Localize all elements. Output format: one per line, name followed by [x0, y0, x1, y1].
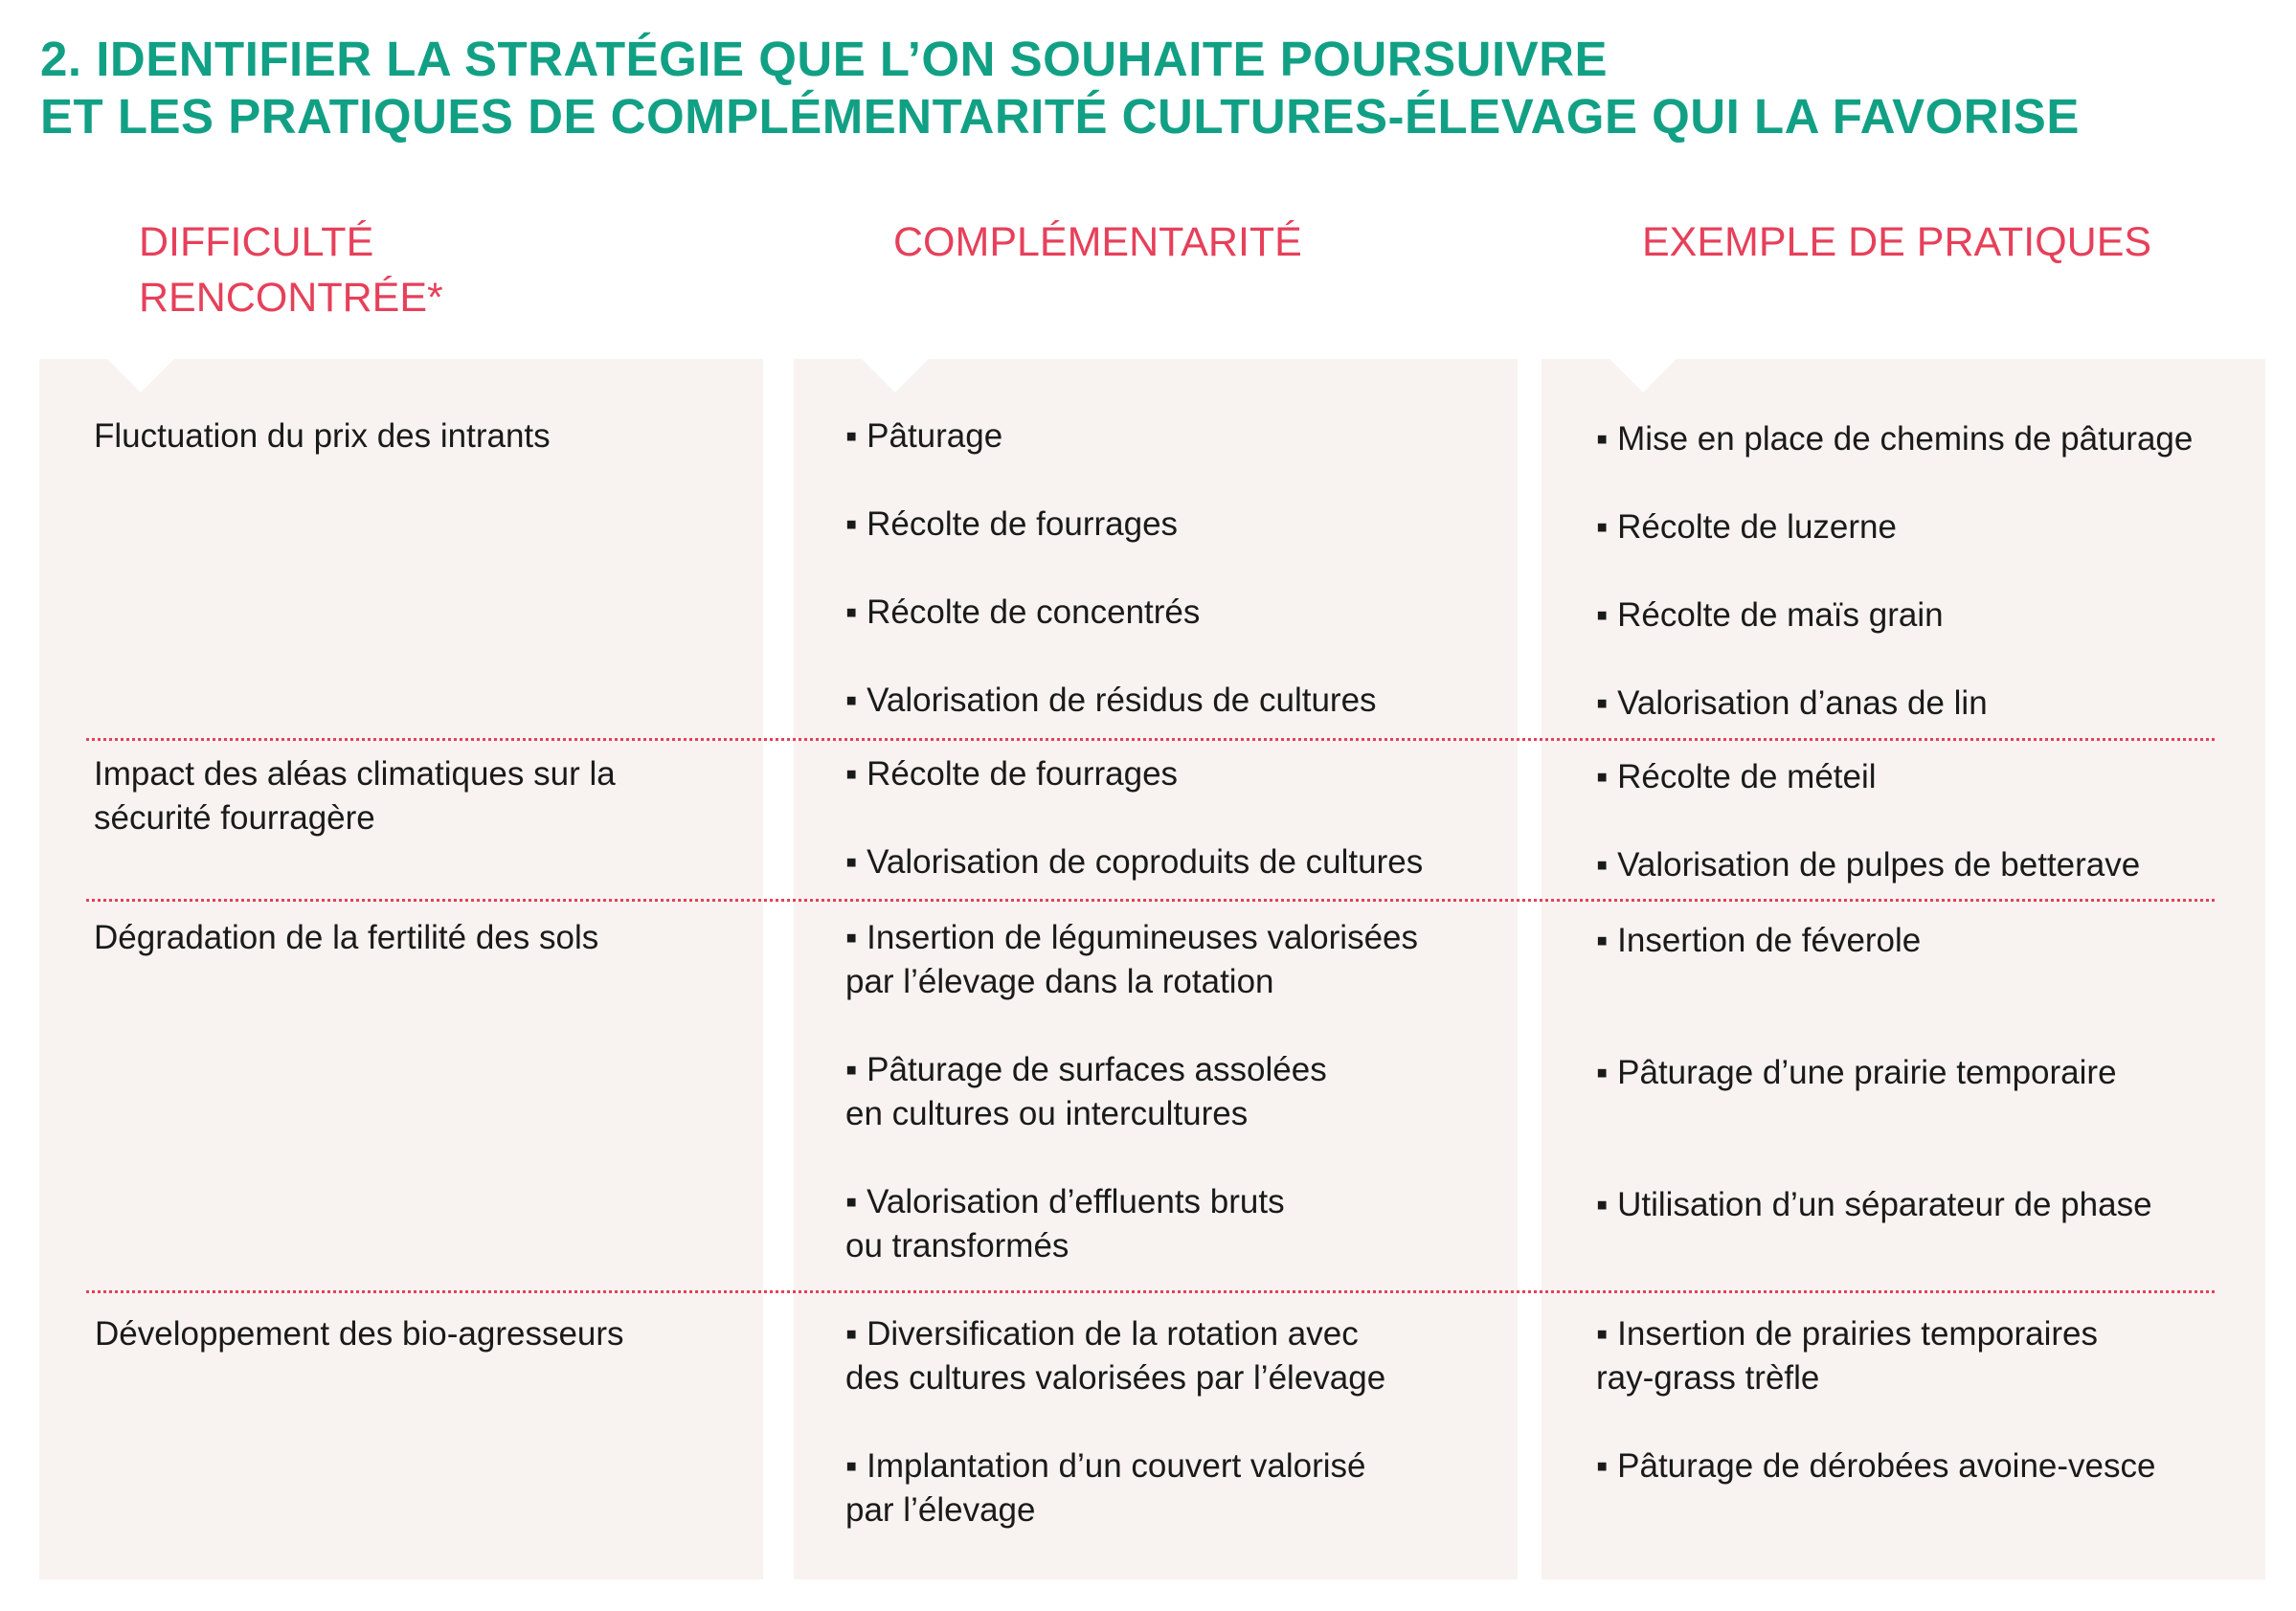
- row-separator-1: [86, 738, 2215, 741]
- row-1-complementarity-item-2: [845, 503, 1178, 547]
- row-1-practice-item-3: [1596, 593, 1944, 638]
- item-line: ▪ Valorisation de résidus de cultures: [845, 682, 1377, 719]
- row-3-complementarity-item-3: [845, 1180, 1285, 1268]
- item-line-2: en cultures ou intercultures: [845, 1095, 1249, 1132]
- row-4-complementarity-item-2: [845, 1444, 1366, 1533]
- row-2-difficulty-line-2: sécurité fourragère: [94, 799, 375, 837]
- item-line: ▪ Valorisation de pulpes de betterave: [1596, 846, 2141, 884]
- panel-complementarity-notch: [862, 359, 929, 392]
- item-line: ▪ Pâturage d’une prairie temporaire: [1596, 1054, 2117, 1091]
- item-line: ▪ Récolte de luzerne: [1596, 508, 1897, 546]
- item-line: ▪ Récolte de méteil: [1596, 758, 1877, 795]
- item-line: ▪ Mise en place de chemins de pâturage: [1596, 420, 2194, 458]
- row-3-complementarity-item-1: [845, 916, 1418, 1004]
- row-1-practice-item-1: [1596, 417, 2193, 461]
- item-line: ▪ Récolte de fourrages: [845, 505, 1179, 543]
- row-3-practice-item-2: [1596, 1051, 2117, 1095]
- item-line: ▪ Valorisation d’anas de lin: [1596, 684, 1988, 722]
- header-difficulty-line-1: DIFFICULTÉ: [139, 219, 374, 265]
- header-complementarity: COMPLÉMENTARITÉ: [893, 219, 1302, 265]
- item-line: ▪ Pâturage de dérobées avoine-vesce: [1596, 1447, 2156, 1485]
- panel-practices-notch: [1609, 359, 1677, 392]
- row-1-complementarity-item-1: [845, 414, 1002, 459]
- row-2-complementarity-item-1: [845, 752, 1178, 796]
- row-2-practice-item-1: [1596, 755, 1877, 799]
- item-line: ▪ Utilisation d’un séparateur de phase: [1596, 1186, 2152, 1223]
- item-line-2: ou transformés: [845, 1227, 1069, 1264]
- item-line: ▪ Récolte de fourrages: [845, 755, 1179, 793]
- item-line-2: par l’élevage: [845, 1491, 1036, 1529]
- row-2-complementarity-item-2: [845, 840, 1423, 884]
- item-line-2: ray-grass trèfle: [1596, 1359, 1820, 1397]
- row-1-complementarity-item-4: [845, 679, 1377, 723]
- row-3-difficulty-line: Dégradation de la fertilité des sols: [94, 919, 599, 956]
- row-4-difficulty: [95, 1312, 624, 1356]
- panel-difficulty-notch: [107, 359, 174, 392]
- item-line-1: ▪ Diversification de la rotation avec: [845, 1315, 1359, 1353]
- item-line: ▪ Valorisation de coproduits de cultures: [845, 843, 1424, 881]
- item-line-2: par l’élevage dans la rotation: [845, 963, 1274, 1000]
- row-3-complementarity-item-2: [845, 1048, 1327, 1136]
- page-title: [40, 31, 2080, 145]
- row-3-practice-item-3: [1596, 1183, 2152, 1227]
- item-line: ▪ Insertion de féverole: [1596, 922, 1922, 959]
- header-practices: EXEMPLE DE PRATIQUES: [1642, 219, 2152, 265]
- row-4-practice-item-2: [1596, 1444, 2155, 1488]
- item-line-1: ▪ Valorisation d’effluents bruts: [845, 1183, 1285, 1220]
- row-2-difficulty: [94, 752, 616, 840]
- header-difficulty-line-2: RENCONTRÉE*: [139, 275, 443, 321]
- item-line-1: ▪ Insertion de légumineuses valorisées: [845, 919, 1419, 956]
- row-3-practice-item-1: [1596, 919, 1921, 963]
- item-line: ▪ Pâturage: [845, 417, 1003, 455]
- header-difficulty: [139, 214, 443, 325]
- row-1-difficulty-line: Fluctuation du prix des intrants: [94, 417, 551, 455]
- row-1-complementarity-item-3: [845, 591, 1200, 635]
- item-line-1: ▪ Pâturage de surfaces assolées: [845, 1051, 1327, 1088]
- row-separator-3: [86, 1290, 2215, 1293]
- row-2-difficulty-line-1: Impact des aléas climatiques sur la: [94, 755, 616, 793]
- panel-difficulty: [39, 359, 763, 1579]
- row-3-difficulty: [94, 916, 598, 960]
- item-line-1: ▪ Insertion de prairies temporaires: [1596, 1315, 2099, 1353]
- row-4-difficulty-line: Développement des bio-agresseurs: [95, 1315, 624, 1353]
- item-line-1: ▪ Implantation d’un couvert valorisé: [845, 1447, 1366, 1485]
- item-line-2: des cultures valorisées par l’élevage: [845, 1359, 1386, 1397]
- row-2-practice-item-2: [1596, 843, 2140, 887]
- title-line-2: ET LES PRATIQUES DE COMPLÉMENTARITÉ CULTURES-ÉLEVAGE QUI LA FAVORISE: [40, 89, 2080, 144]
- row-4-complementarity-item-1: [845, 1312, 1385, 1400]
- row-4-practice-item-1: [1596, 1312, 2098, 1400]
- row-1-practice-item-2: [1596, 505, 1897, 549]
- title-line-1: 2. IDENTIFIER LA STRATÉGIE QUE L’ON SOUHAITE POURSUIVRE: [40, 32, 1608, 86]
- row-1-practice-item-4: [1596, 682, 1988, 726]
- row-1-difficulty: [94, 414, 551, 459]
- row-separator-2: [86, 899, 2215, 902]
- item-line: ▪ Récolte de concentrés: [845, 593, 1201, 631]
- item-line: ▪ Récolte de maïs grain: [1596, 596, 1944, 634]
